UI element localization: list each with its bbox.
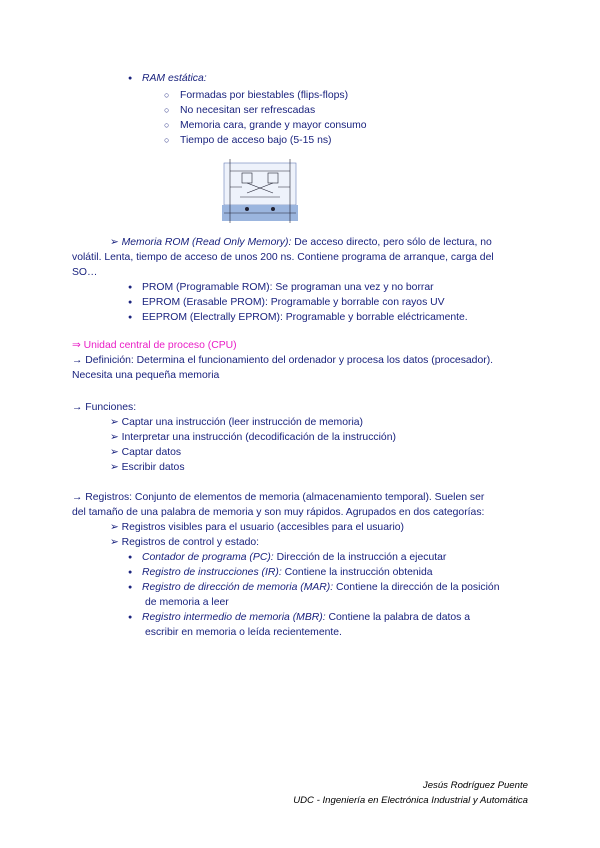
registro-item: ●Contador de programa (PC): Dirección de la instrucción a ejecutar bbox=[128, 551, 446, 566]
funcion-item: ➢ Captar datos bbox=[110, 447, 182, 458]
bullet-icon bbox=[128, 611, 142, 626]
footer-author: Jesús Rodríguez Puente bbox=[422, 780, 528, 791]
rom-text-3: SO… bbox=[72, 267, 98, 278]
cpu-heading: ⇒ Unidad central de proceso (CPU) bbox=[72, 340, 237, 351]
registros-line-1: → Registros: Conjunto de elementos de memoria (almacenamiento temporal). Suelen ser bbox=[72, 492, 485, 503]
circle-bullet-icon bbox=[164, 118, 180, 133]
funcion-item: ➢ Interpretar una instrucción (decodificación de la instrucción) bbox=[110, 432, 396, 443]
funciones-heading: → Funciones: bbox=[72, 402, 137, 413]
registros-category-visible: ➢ Registros visibles para el usuario (accesibles para el usuario) bbox=[110, 522, 405, 533]
ram-item: ○Tiempo de acceso bajo (5-15 ns) bbox=[164, 133, 332, 148]
bullet-icon bbox=[128, 281, 142, 296]
ram-title: RAM estática: bbox=[142, 73, 207, 84]
rom-text-1: De acceso directo, pero sólo de lectura, no bbox=[291, 237, 492, 248]
bullet-icon bbox=[128, 311, 142, 326]
cpu-definition-1: → Definición: Determina el funcionamiento del ordenador y procesa los datos (procesador). bbox=[72, 355, 494, 366]
registro-item-continuation: de memoria a leer bbox=[145, 597, 229, 608]
circle-bullet-icon bbox=[164, 88, 180, 103]
registro-item-continuation: escribir en memoria o leída recientemente. bbox=[145, 627, 342, 638]
ram-item: ○Formadas por biestables (flips-flops) bbox=[164, 88, 348, 103]
funcion-item: ➢ Captar una instrucción (leer instrucción de memoria) bbox=[110, 417, 363, 428]
cpu-definition-2: Necesita una pequeña memoria bbox=[72, 370, 220, 381]
ram-bullet-item bbox=[128, 72, 207, 87]
bullet-icon bbox=[128, 581, 142, 596]
arrow-icon: ➢ bbox=[110, 237, 119, 248]
sram-cell-diagram bbox=[220, 157, 300, 227]
funcion-item: ➢ Escribir datos bbox=[110, 462, 185, 473]
ram-item: ○Memoria cara, grande y mayor consumo bbox=[164, 118, 367, 133]
rom-text-2: volátil. Lenta, tiempo de acceso de unos 200 ns. Contiene programa de arranque, carga del bbox=[72, 252, 494, 263]
circle-bullet-icon bbox=[164, 133, 180, 148]
registro-item: ●Registro de instrucciones (IR): Contiene la instrucción obtenida bbox=[128, 566, 433, 581]
rom-item: ●PROM (Programable ROM): Se programan una vez y no borrar bbox=[128, 281, 434, 296]
rom-title: Memoria ROM (Read Only Memory): bbox=[121, 237, 292, 248]
bullet-icon bbox=[128, 566, 142, 581]
registros-category-control: ➢ Registros de control y estado: bbox=[110, 537, 260, 548]
bullet-icon bbox=[128, 296, 142, 311]
circle-bullet-icon bbox=[164, 103, 180, 118]
rom-heading-line bbox=[110, 236, 492, 250]
rom-item: ●EEPROM (Electrally EPROM): Programable y borrable eléctricamente. bbox=[128, 311, 468, 326]
registros-line-2: del tamaño de una palabra de memoria y son muy rápidos. Agrupados en dos categorías: bbox=[72, 507, 485, 518]
ram-item: ○No necesitan ser refrescadas bbox=[164, 103, 315, 118]
bullet-icon bbox=[128, 72, 142, 87]
registro-item: ●Registro intermedio de memoria (MBR): Contiene la palabra de datos a bbox=[128, 611, 470, 626]
bullet-icon bbox=[128, 551, 142, 566]
footer-course: UDC - Ingeniería en Electrónica Industrial y Automática bbox=[293, 795, 528, 806]
rom-item: ●EPROM (Erasable PROM): Programable y borrable con rayos UV bbox=[128, 296, 445, 311]
registro-item: ●Registro de dirección de memoria (MAR): Contiene la dirección de la posición bbox=[128, 581, 500, 596]
